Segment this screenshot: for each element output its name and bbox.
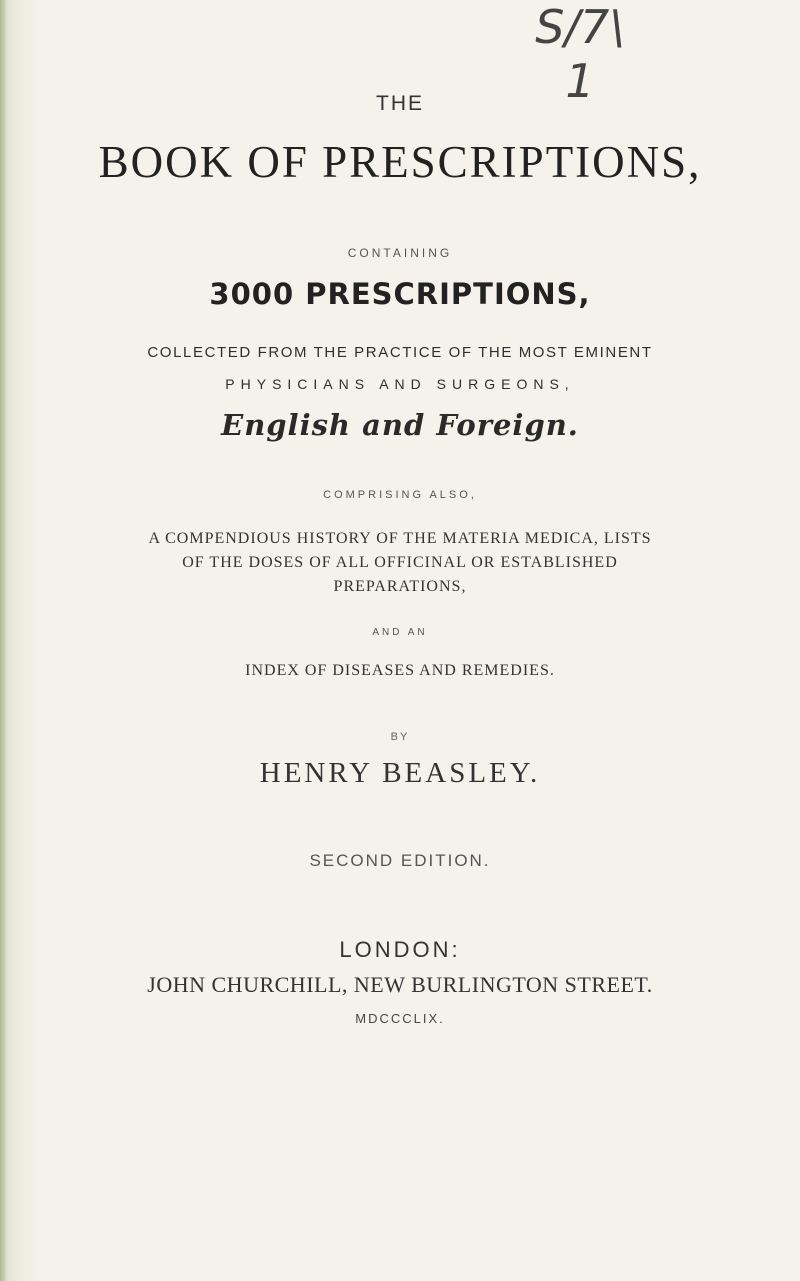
collected-line: COLLECTED FROM THE PRACTICE OF THE MOST EMINENT xyxy=(147,344,653,361)
publication-date: MDCCCLIX. xyxy=(355,1011,445,1026)
title-article: THE xyxy=(376,92,424,115)
compendious-line-2: OF THE DOSES OF ALL OFFICINAL OR ESTABLISHED xyxy=(182,554,618,571)
book-title: BOOK OF PRESCRIPTIONS, xyxy=(98,137,702,187)
author-name: HENRY BEASLEY. xyxy=(259,757,541,789)
containing-label: CONTAINING xyxy=(347,246,453,260)
handwritten-shelfmark: S/7\ 1 xyxy=(535,0,625,108)
compendious-line-1: A COMPENDIOUS HISTORY OF THE MATERIA MEDICA, LISTS xyxy=(148,530,652,547)
index-line: INDEX OF DISEASES AND REMEDIES. xyxy=(245,662,555,679)
publisher-line: JOHN CHURCHILL, NEW BURLINGTON STREET. xyxy=(147,972,653,997)
publication-city: LONDON: xyxy=(339,937,461,962)
physicians-line: PHYSICIANS AND SURGEONS, xyxy=(225,376,575,392)
compendious-line-3: PREPARATIONS, xyxy=(333,578,467,595)
prescription-count: 3000 PRESCRIPTIONS, xyxy=(209,277,591,311)
page-spine-edge xyxy=(0,0,6,1281)
by-label: BY xyxy=(390,731,410,743)
comprising-label: COMPRISING ALSO, xyxy=(323,489,477,501)
and-an-label: AND AN xyxy=(372,627,428,638)
english-foreign-line: English and Foreign. xyxy=(221,408,579,442)
edition-line: SECOND EDITION. xyxy=(309,851,491,870)
